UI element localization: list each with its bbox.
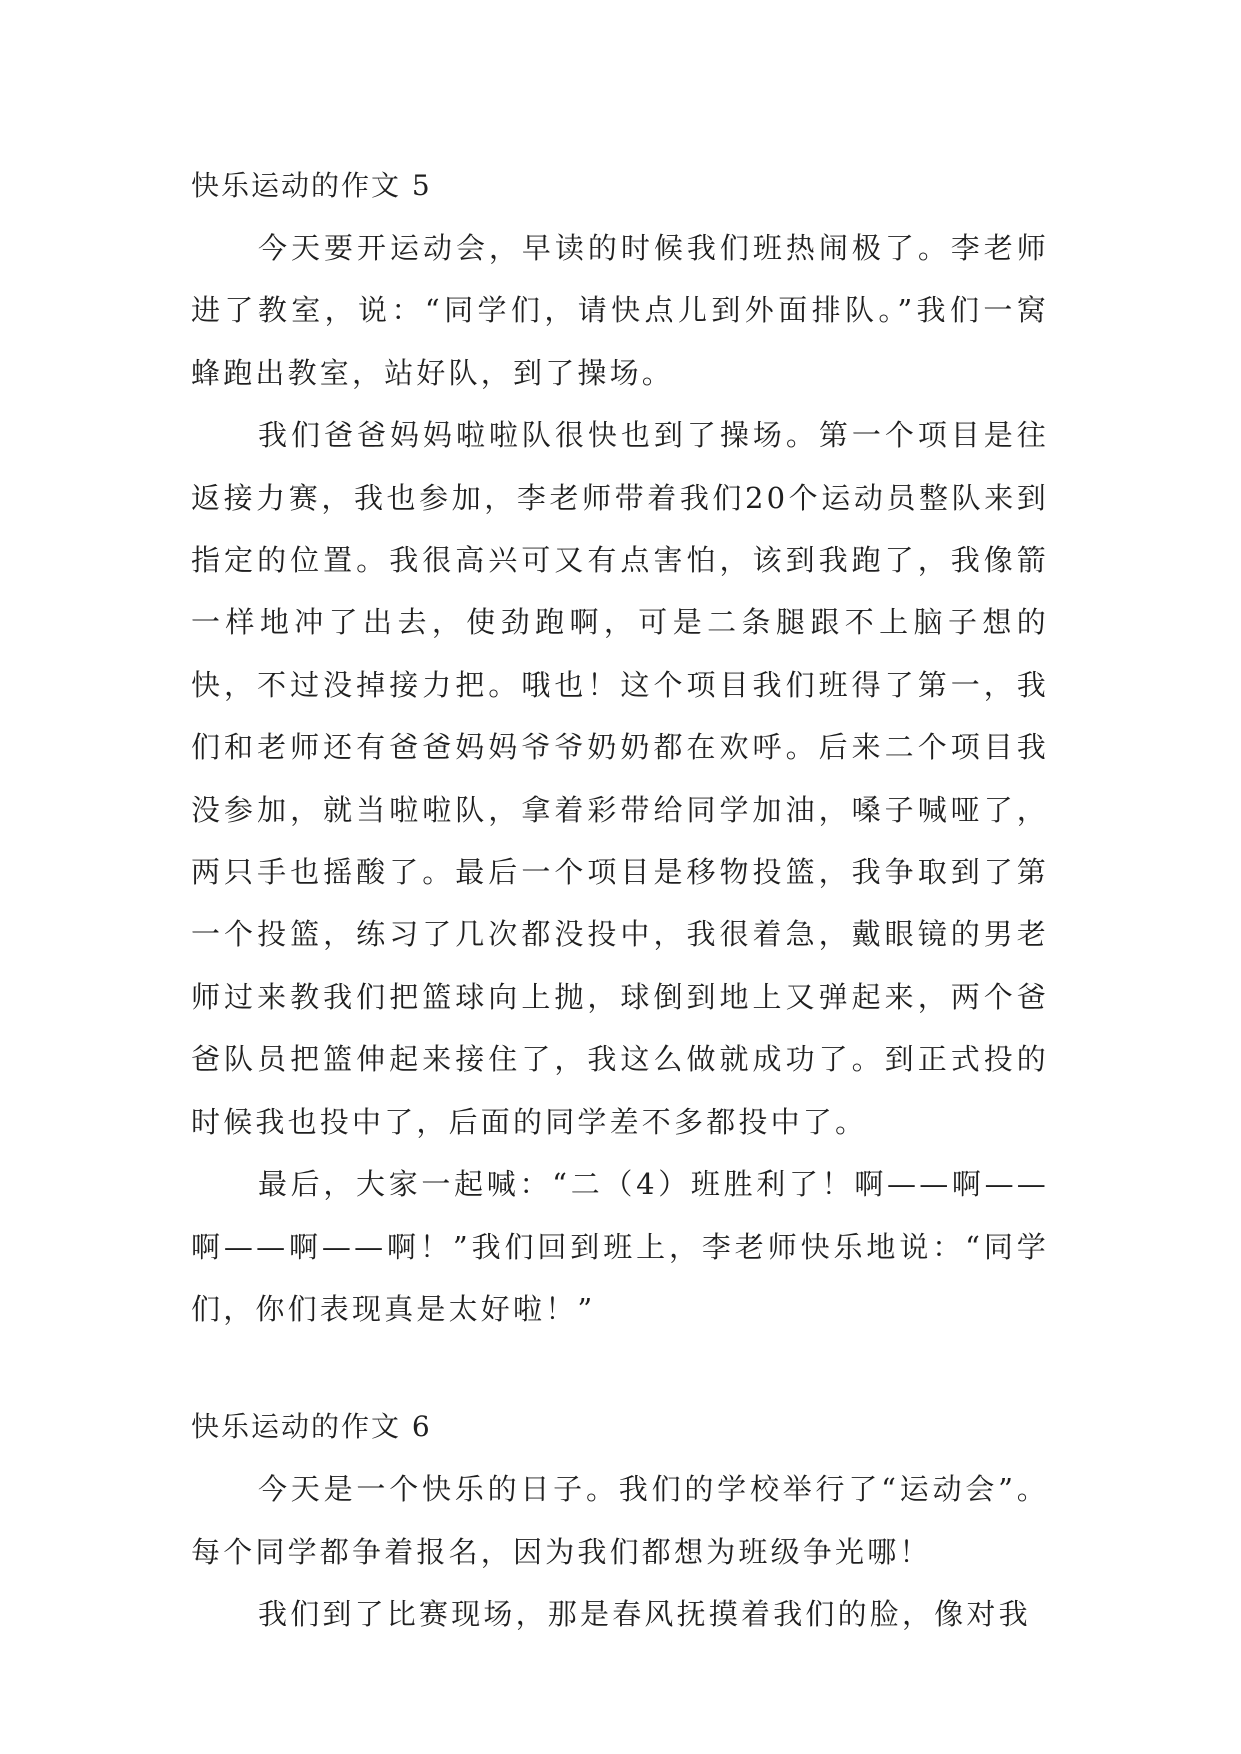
essay-paragraph: 最后，大家一起喊：“二（4）班胜利了！啊——啊——啊——啊——啊！”我们回到班上，李老师快乐地说：“同学们，你们表现真是太好啦！” <box>191 1167 1049 1326</box>
document-body <box>191 155 1049 1646</box>
essay-paragraph: 今天是一个快乐的日子。我们的学校举行了“运动会”。每个同学都争着报名，因为我们都想为班级争光哪！ <box>191 1472 1049 1569</box>
essay-section-6 <box>191 1396 1049 1645</box>
essay-title: 快乐运动的作文 6 <box>191 1410 432 1444</box>
essay-paragraph: 我们爸爸妈妈啦啦队很快也到了操场。第一个项目是往返接力赛，我也参加，李老师带着我们20个运动员整队来到指定的位置。我很高兴可又有点害怕，该到我跑了，我像箭一样地冲了出去，使劲跑啊，可是二条腿跟不上脑子想的快，不过没掉接力把。哦也！这个项目我们班得了第一，我们和老师还有爸爸妈妈爷爷奶奶都在欢呼。后来二个项目我没参加，就当啦啦队，拿着彩带给同学加油，嗓子喊哑了，两只手也摇酸了。最后一个项目是移物投篮，我争取到了第一个投篮，练习了几次都没投中，我很着急，戴眼镜的男老师过来教我们把篮球向上抛，球倒到地上又弹起来，两个爸爸队员把篮伸起来接住了，我这么做就成功了。到正式投的时候我也投中了，后面的同学差不多都投中了。 <box>191 418 1049 1139</box>
essay-section-5 <box>191 155 1049 1340</box>
essay-paragraph: 我们到了比赛现场，那是春风抚摸着我们的脸，像对我 <box>258 1597 1031 1632</box>
essay-paragraph: 今天要开运动会，早读的时候我们班热闹极了。李老师进了教室，说：“同学们，请快点儿到外面排队。”我们一窝蜂跑出教室，站好队，到了操场。 <box>191 231 1049 390</box>
essay-title: 快乐运动的作文 5 <box>191 169 432 202</box>
